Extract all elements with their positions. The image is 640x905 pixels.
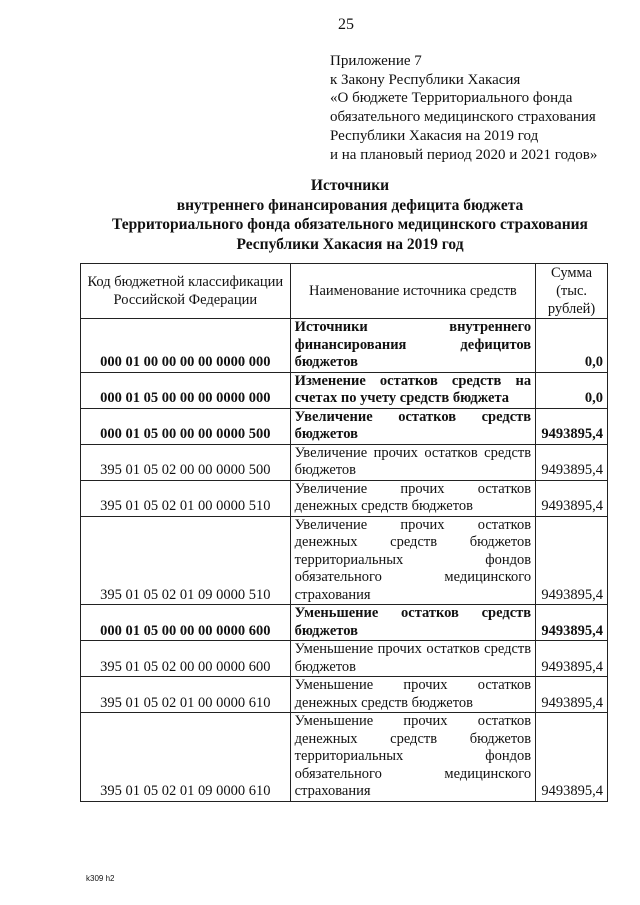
table-row	[81, 480, 608, 516]
row-name: Увеличение прочих остатков средств бюджетов	[290, 444, 535, 480]
row-sum: 9493895,4	[536, 677, 608, 713]
row-code: 000 01 05 00 00 00 0000 000	[81, 372, 291, 408]
row-code: 395 01 05 02 00 00 0000 600	[81, 641, 291, 677]
row-code: 395 01 05 02 01 09 0000 510	[81, 516, 291, 605]
header-sum: Сумма (тыс. рублей)	[536, 264, 608, 319]
row-name: Увеличение прочих остатков денежных средств бюджетов территориальных фондов обязательного медицинского страхования	[290, 516, 535, 605]
header-name: Наименование источника средств	[290, 264, 535, 319]
row-sum: 9493895,4	[536, 408, 608, 444]
appendix-line: Приложение 7	[330, 53, 422, 69]
table-row	[81, 605, 608, 641]
table-row	[81, 319, 608, 373]
row-sum: 9493895,4	[536, 605, 608, 641]
table-body	[81, 319, 608, 802]
table-row	[81, 641, 608, 677]
document-title	[60, 176, 640, 254]
row-sum: 9493895,4	[536, 516, 608, 605]
footer-code: k309 h2	[86, 874, 115, 883]
title-line: внутреннего финансирования дефицита бюджета	[176, 196, 524, 214]
table-row	[81, 372, 608, 408]
row-code: 395 01 05 02 01 00 0000 510	[81, 480, 291, 516]
row-sum: 9493895,4	[536, 713, 608, 802]
title-line: Источники	[310, 177, 390, 194]
sources-table	[80, 263, 608, 802]
row-code: 000 01 00 00 00 00 0000 000	[81, 319, 291, 373]
table-row	[81, 408, 608, 444]
row-code: 395 01 05 02 01 00 0000 610	[81, 677, 291, 713]
row-sum: 9493895,4	[536, 444, 608, 480]
appendix-line: Республики Хакасия на 2019 год	[330, 127, 539, 144]
row-name: Уменьшение прочих остатков денежных средств бюджетов	[290, 677, 535, 713]
row-name: Изменение остатков средств на счетах по учету средств бюджета	[290, 372, 535, 408]
page-number: 25	[338, 16, 354, 33]
title-line: Территориального фонда обязательного медицинского страхования	[112, 216, 588, 233]
appendix-reference	[330, 52, 597, 164]
appendix-line: и на плановый период 2020 и 2021 годов»	[330, 146, 598, 163]
row-code: 000 01 05 00 00 00 0000 600	[81, 605, 291, 641]
row-sum: 9493895,4	[536, 641, 608, 677]
appendix-line: «О бюджете Территориального фонда	[330, 90, 573, 107]
appendix-line: к Закону Республики Хакасия	[330, 71, 521, 88]
row-name: Увеличение прочих остатков денежных средств бюджетов	[290, 480, 535, 516]
table-row	[81, 516, 608, 605]
row-name: Уменьшение остатков средств бюджетов	[290, 605, 535, 641]
row-name: Источники внутреннего финансирования дефицитов бюджетов	[290, 319, 535, 373]
row-code: 395 01 05 02 01 09 0000 610	[81, 713, 291, 802]
header-code: Код бюджетной классификации Российской Федерации	[81, 264, 291, 319]
table-row	[81, 677, 608, 713]
table-row	[81, 444, 608, 480]
row-code: 395 01 05 02 00 00 0000 500	[81, 444, 291, 480]
appendix-line: обязательного медицинского страхования	[330, 109, 596, 126]
row-sum: 0,0	[536, 319, 608, 373]
table-row	[81, 713, 608, 802]
row-name: Увеличение остатков средств бюджетов	[290, 408, 535, 444]
row-sum: 9493895,4	[536, 480, 608, 516]
title-line: Республики Хакасия на 2019 год	[236, 235, 464, 253]
row-name: Уменьшение прочих остатков средств бюджетов	[290, 641, 535, 677]
row-name: Уменьшение прочих остатков денежных средств бюджетов территориальных фондов обязательного медицинского страхования	[290, 713, 535, 802]
table-header-row	[81, 264, 608, 319]
row-sum: 0,0	[536, 372, 608, 408]
row-code: 000 01 05 00 00 00 0000 500	[81, 408, 291, 444]
